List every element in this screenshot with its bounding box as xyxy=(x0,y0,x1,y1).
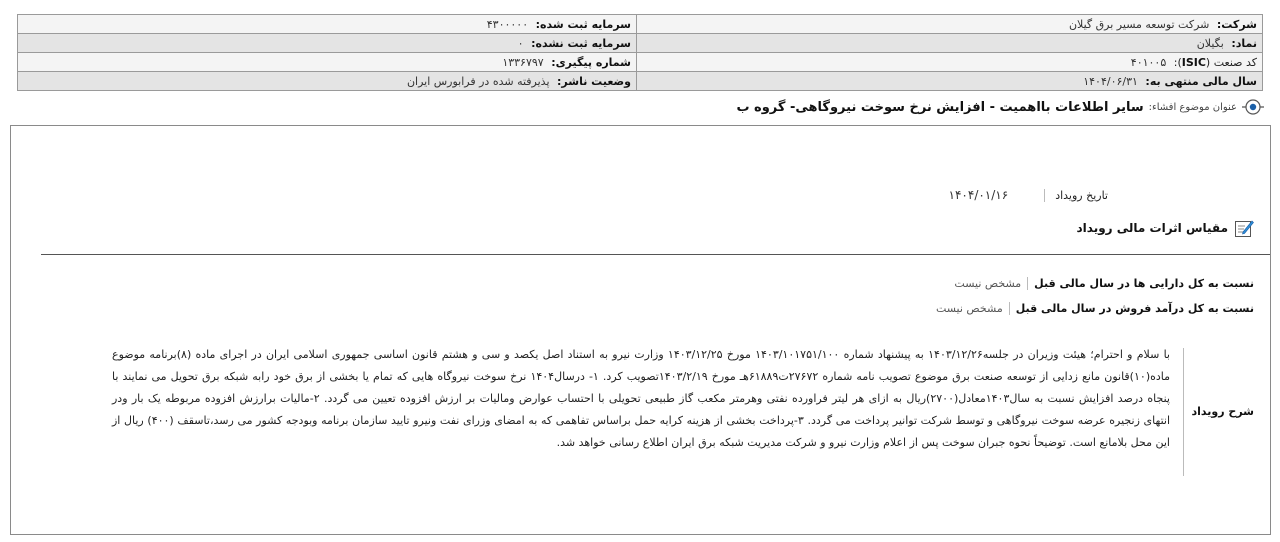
isic-label-bold: ISIC xyxy=(1181,55,1206,69)
registered-capital-cell xyxy=(18,15,637,34)
financial-impact-title: مقیاس اثرات مالی رویداد xyxy=(1076,221,1228,235)
financial-impact-header xyxy=(1077,218,1254,238)
event-panel xyxy=(10,125,1271,535)
event-date-value: ۱۴۰۴/۰۱/۱۶ xyxy=(948,188,1009,202)
tracking-label: شماره پیگیری: xyxy=(551,55,631,69)
registered-capital-label: سرمایه ثبت شده: xyxy=(535,17,631,31)
info-row xyxy=(18,72,1263,91)
ratio-sales-label: نسبت به کل درآمد فروش در سال مالی قبل xyxy=(1009,302,1254,315)
symbol-value: بگیلان xyxy=(1196,36,1224,50)
registered-capital-value: ۴۳۰۰۰۰۰ xyxy=(486,17,529,31)
symbol-label: نماد: xyxy=(1231,36,1257,50)
unregistered-capital-label: سرمایه ثبت نشده: xyxy=(531,36,631,50)
symbol-cell xyxy=(637,34,1263,53)
isic-value: ۴۰۱۰۰۵ xyxy=(1130,55,1167,69)
publisher-status-value: پذیرفته شده در فرابورس ایران xyxy=(406,74,550,88)
event-date-row xyxy=(949,188,1108,202)
isic-cell xyxy=(637,53,1263,72)
publisher-status-cell xyxy=(18,72,637,91)
isic-label-prefix: کد صنعت ( xyxy=(1205,55,1257,69)
subject-label: عنوان موضوع افشاء: xyxy=(1148,101,1237,113)
fiscal-year-value: ۱۴۰۴/۰۶/۳۱ xyxy=(1083,74,1138,88)
fiscal-year-label: سال مالی منتهی به: xyxy=(1145,74,1257,88)
ratio-sales-value: مشخص نیست xyxy=(935,302,1003,315)
tracking-value: ۱۳۳۶۷۹۷ xyxy=(502,55,544,69)
company-value: شرکت توسعه مسیر برق گیلان xyxy=(1068,17,1210,31)
description-text: با سلام و احترام؛ هیئت وزیران در جلسه۱۴۰۳/۱۲/۲۶ به پیشنهاد شماره ۱۴۰۳/۱۰۱۷۵۱/۱۰۰ مورخ ۱۴۰۳/۱۲/۲۵ وزارت نیرو به استناد اصل یکصد و سی و هشتم قانون اساسی جمهوری اسلامی ایران در اجرای ماده (۸)برنامه موضوع ماده(۱۰)قانون مانع زدایی از توسعه صنعت برق موضوع تصویب نامه شماره ۲۷۶۷۲ت۶۱۸۸۹هـ مورخ ۱۴۰۳/۲/۱۹تصویب کرد. ۱- درسال۱۴۰۴ نرخ سوخت نیروگاه هایی که تمام یا بخشی از برق خود رابه شبکه برق تحویل می نمایند با پنجاه درصد افزایش نسبت به سال۱۴۰۳معادل(۲۷۰۰)ریال به ازای هر لیتر فراورده نفتی وهرمتر مکعب گاز طبیعی تحویلی با احتساب عوارض ومالیات بر ارزش افزوده تعیین می گردد. ۲-مالیات برارزش افزوده مربوطه یک بار ودر انتهای زنجیره عرضه سوخت نیروگاهی و توسط شرکت توانیر پرداخت می گردد. ۳-پرداخت بخشی از هزینه کرایه حمل براساس تفاهمی که به امضای وزرای نفت ونیرو تایید سازمان برنامه وبودجه کشور می رسد،تاسقف (۴۰۰) ریال از این محل بلامانع است. توضیحاً نحوه جبران سوخت پس از اعلام وزارت نیرو و شرکت مدیریت شبکه برق ایران اطلاع رسانی خواهد شد. xyxy=(112,348,1171,449)
unregistered-capital-value: ۰ xyxy=(517,36,524,50)
unregistered-capital-cell xyxy=(18,34,637,53)
info-row xyxy=(18,15,1263,34)
publisher-status-label: وضعیت ناشر: xyxy=(557,74,631,88)
ratio-assets-row xyxy=(954,277,1254,290)
tracking-cell xyxy=(18,53,637,72)
ratio-sales-row xyxy=(936,302,1254,315)
company-label: شرکت: xyxy=(1216,17,1257,31)
isic-label-suffix: ): xyxy=(1173,55,1182,69)
subject-title: سایر اطلاعات بااهمیت - افزایش نرخ سوخت نیروگاهی- گروه ب xyxy=(736,99,1144,115)
event-date-label: تاریخ رویداد xyxy=(1044,189,1108,202)
info-row xyxy=(18,53,1263,72)
disclosure-subject xyxy=(736,98,1264,116)
fiscal-year-cell xyxy=(637,72,1263,91)
edit-note-icon xyxy=(1234,218,1254,238)
target-bullet-icon xyxy=(1242,98,1264,116)
info-row xyxy=(18,34,1263,53)
description-separator xyxy=(1183,348,1184,476)
company-cell xyxy=(637,15,1263,34)
section-divider xyxy=(41,254,1270,255)
company-info-table xyxy=(17,14,1263,91)
ratio-assets-label: نسبت به کل دارایی ها در سال مالی قبل xyxy=(1027,277,1254,290)
ratio-assets-value: مشخص نیست xyxy=(954,277,1022,290)
description-label: شرح رویداد xyxy=(1191,405,1254,418)
